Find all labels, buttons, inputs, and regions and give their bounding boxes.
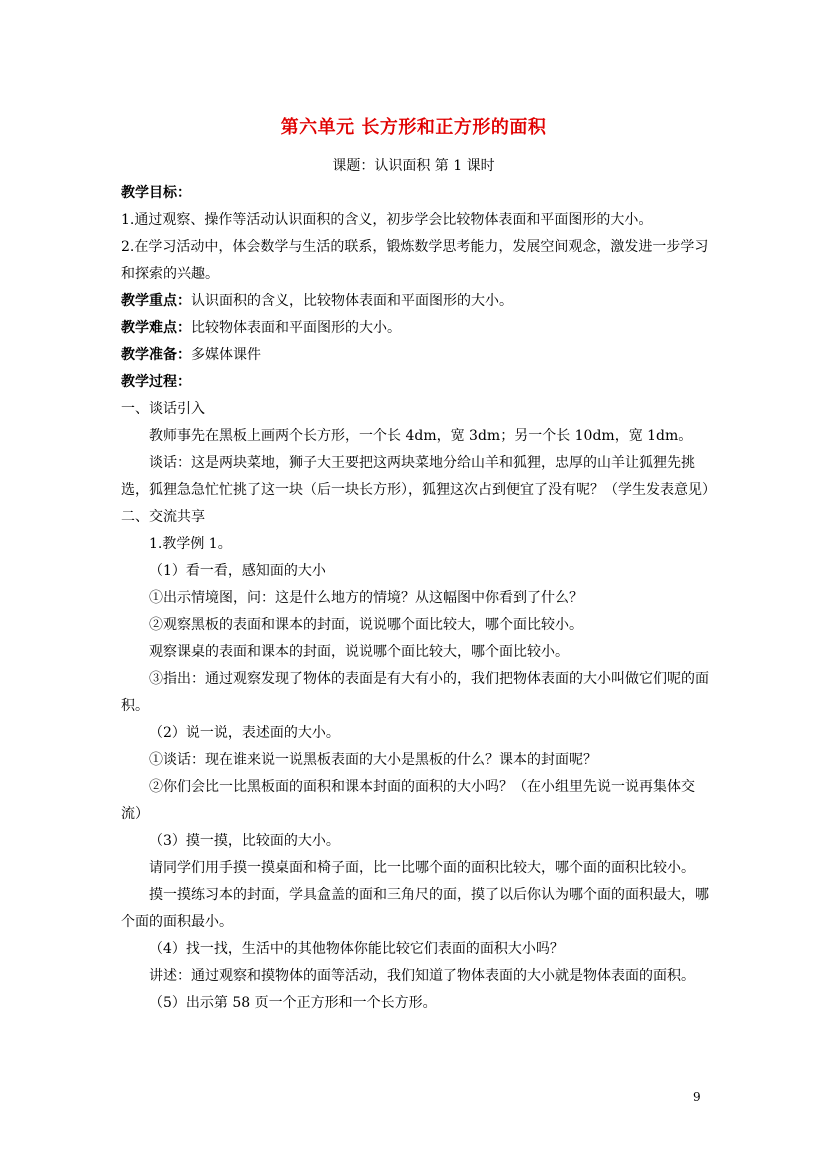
document-title: 第六单元 长方形和正方形的面积 [280, 117, 547, 138]
example-heading: 1.教学例 1。 [149, 536, 232, 552]
key-point-text: 认识面积的含义，比较物体表面和平面图形的大小。 [191, 293, 513, 309]
goal-1: 1.通过观察、操作等活动认识面积的含义，初步学会比较物体表面和平面图形的大小。 [121, 212, 653, 228]
step-heading: （4）找一找，生活中的其他物体你能比较它们表面的面积大小吗？ [149, 941, 564, 957]
paragraph: ②你们会比一比黑板面的面积和课本封面的面积的大小吗？（在小组里先说一说再集体交流） [121, 779, 695, 822]
step-heading: （1）看一看，感知面的大小 [149, 563, 326, 579]
section-heading: 一、谈话引入 [121, 401, 205, 417]
paragraph: 观察课桌的表面和课本的封面，说说哪个面比较大，哪个面比较小。 [149, 644, 569, 660]
paragraph: 摸一摸练习本的封面，学具盒盖的面和三角尺的面，摸了以后你认为哪个面的面积最大，哪个面的面积最小。 [121, 887, 709, 930]
prep-label: 教学准备： [121, 347, 191, 363]
preparation [121, 342, 711, 369]
key-point [121, 288, 711, 315]
paragraph: ②观察黑板的表面和课本的封面，说说哪个面比较大，哪个面比较小。 [149, 617, 583, 633]
difficulty-text: 比较物体表面和平面图形的大小。 [191, 320, 401, 336]
page-number: 9 [693, 1090, 701, 1104]
lesson-subtitle: 课题：认识面积 第 1 课时 [332, 158, 495, 174]
step-heading: （2）说一说，表述面的大小。 [149, 725, 340, 741]
goal-2: 2.在学习活动中，体会数学与生活的联系，锻炼数学思考能力，发展空间观念，激发进一步学习和探索的兴趣。 [121, 239, 709, 282]
paragraph: ①出示情境图，问：这是什么地方的情境？从这幅图中你看到了什么？ [149, 590, 583, 606]
paragraph: 讲述：通过观察和摸物体的面等活动，我们知道了物体表面的大小就是物体表面的面积。 [149, 968, 695, 984]
prep-text: 多媒体课件 [191, 347, 261, 363]
paragraph: 请同学们用手摸一摸桌面和椅子面，比一比哪个面的面积比较大，哪个面的面积比较小。 [149, 860, 695, 876]
goals-heading: 教学目标： [121, 185, 191, 201]
paragraph: ①谈话：现在谁来说一说黑板表面的大小是黑板的什么？课本的封面呢？ [149, 752, 597, 768]
paragraph: 教师事先在黑板上画两个长方形，一个长 4dm，宽 3dm；另一个长 10dm，宽 1dm。 [149, 428, 693, 444]
difficulty-label: 教学难点： [121, 320, 191, 336]
step-heading: （5）出示第 58 页一个正方形和一个长方形。 [149, 995, 437, 1011]
difficulty [121, 315, 711, 342]
process-heading: 教学过程： [121, 374, 191, 390]
document-body [121, 180, 716, 1017]
paragraph: ③指出：通过观察发现了物体的表面是有大有小的，我们把物体表面的大小叫做它们呢的面积。 [121, 671, 709, 714]
key-point-label: 教学重点： [121, 293, 191, 309]
step-heading: （3）摸一摸，比较面的大小。 [149, 833, 340, 849]
paragraph: 谈话：这是两块菜地，狮子大王要把这两块菜地分给山羊和狐狸，忠厚的山羊让狐狸先挑选，狐狸急急忙忙挑了这一块（后一块长方形），狐狸这次占到便宜了没有呢？（学生发表意见） [121, 455, 716, 498]
section-heading: 二、交流共享 [121, 509, 205, 525]
